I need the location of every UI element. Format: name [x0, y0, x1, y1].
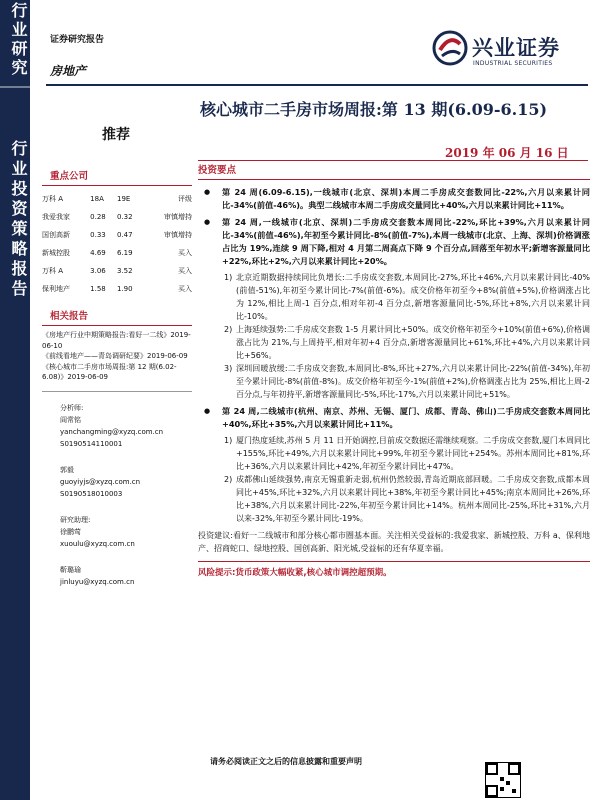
- eps-value: 0.33: [90, 231, 106, 239]
- company-row: [42, 280, 192, 298]
- related-item[interactable]: 《房地产行业中期策略报告:看好一二线》2019-06-10: [42, 331, 191, 350]
- related-heading: 相关报告: [50, 311, 89, 322]
- related-divider: [42, 325, 192, 326]
- company-rating: 评级: [178, 195, 192, 203]
- analyst-entry: [60, 564, 192, 588]
- company-rating: 审慎增持: [164, 213, 192, 221]
- company-name: 万科 A: [42, 195, 64, 203]
- company-rating: 买入: [178, 285, 192, 293]
- company-name: 保利地产: [42, 285, 70, 293]
- points-divider: [198, 179, 590, 180]
- bullet-point: ● 第 24 周(6.09-6.15),一线城市(北京、深圳)本周二手房成交套数同比-22%,六月以来累计同比-34%(前值-46%)。典型二线城市本周二手房成交量同比+40%,六月以来累计同比+11%。: [198, 186, 590, 212]
- report-title: 核心城市二手房市场周报:第 13 期(6.09-6.15): [200, 100, 548, 119]
- bullet-point: ● 第 24 周,二线城市(杭州、南京、苏州、无锡、厦门、成都、青岛、佛山)二手房成交套数本周同比+40%,环比+35%,六月以来累计同比+11%。: [198, 405, 590, 431]
- related-item[interactable]: 《前线看地产——青岛调研纪要》2019-06-09: [42, 352, 188, 360]
- analyst-role: 研究助理:: [60, 515, 91, 524]
- sidebar-top-label: 行业研究: [9, 2, 28, 78]
- analyst-email[interactable]: jinluyu@xyzq.com.cn: [60, 577, 135, 586]
- company-rating: 买入: [178, 267, 192, 275]
- eps-value: 1.58: [90, 285, 106, 293]
- companies-divider: [42, 185, 192, 186]
- analyst-entry: [60, 514, 192, 550]
- points-heading: 投资要点: [198, 165, 237, 176]
- risk-warning: 风险提示:货币政策大幅收紧,核心城市调控超预期。: [198, 568, 392, 578]
- company-row: [42, 244, 192, 262]
- company-logo: [432, 30, 582, 74]
- analyst-entry: [60, 464, 192, 500]
- company-row: [42, 226, 192, 244]
- eps-value: 18A: [90, 195, 104, 203]
- sub-point: 2) 成都佛山延续强势,南京无锡重新走弱,杭州仍然较弱,青岛近期底部回暖。二手房成交套数,成都本周同比+45%,环比+32%,六月以来累计同比+38%,年初至今累计同比+45%;南京本周同比+26%,环比+38%,六月以来累计同比-22%,年初至今累计同比+14%。杭州本周同比-25%,环比+31%,六月以来-32%,年初至今累计同比-19%。: [224, 475, 590, 523]
- analyst-cert: S0190518010003: [60, 489, 123, 498]
- rating-label: 推荐: [102, 127, 130, 143]
- eps-value: 0.47: [116, 231, 133, 239]
- analyst-cert: S0190514110001: [60, 439, 123, 448]
- company-row: [42, 208, 192, 226]
- eps-value: 3.06: [90, 267, 106, 275]
- analyst-name: 徐鹏莺: [60, 527, 81, 536]
- analyst-email[interactable]: xuoulu@xyzq.com.cn: [60, 539, 135, 548]
- analyst-role: 分析师:: [60, 403, 84, 412]
- analysts-block: [42, 391, 192, 588]
- left-column: [42, 168, 192, 602]
- sub-point: 3) 深圳回暖放缓:二手房成交套数,本周同比-8%,环比+27%,六月以来累计同比-22%(前值-34%),年初至今累计同比-8%(前值-8%)。成交价格年初至今-1%(前值+2%),价格调涨占比为 25%,相比上周-2 百分点,与年初持平,新增客源量同比-5%,环比-17%,六月以来累计同比+51%。: [224, 364, 590, 399]
- analyst-email[interactable]: guoyiyjs@xyzq.com.cn: [60, 477, 141, 486]
- eps-value: 0.32: [116, 213, 133, 221]
- company-name: 新城控股: [42, 249, 70, 257]
- report-type: 证券研究报告: [50, 35, 105, 45]
- company-rating: 审慎增持: [164, 231, 192, 239]
- company-rating: 买入: [178, 249, 192, 257]
- eps-value: 3.52: [116, 267, 133, 275]
- logo-text-en: INDUSTRIAL SECURITIES: [473, 60, 553, 67]
- analyst-email[interactable]: yanchangming@xyzq.com.cn: [60, 427, 164, 436]
- companies-table: [42, 190, 192, 298]
- analyst-entry: [60, 402, 192, 450]
- related-item[interactable]: 《核心城市二手房市场周报:第 12 期(6.02-6.08)》2019-06-09: [42, 362, 177, 381]
- header-divider: [46, 84, 588, 86]
- bullet-point: ● 第 24 周,一线城市(北京、深圳)二手房成交套数本周同比-22%,环比+39%,六月以来累计同比-34%(前值-46%),年初至今累计同比-8%(前值-7%),本周一线城市(北京、上海、深圳)价格调涨占比为 19%,连续 9 周下降,相对 4 月第二周高点下降 9 个百分点,回落至年初水平;新增客源量同比+22%,环比+2%,六月以来累计同比+20%。: [198, 216, 590, 268]
- sidebar-divider: [0, 86, 30, 88]
- sidebar-mid-label: 行业投资策略报告: [9, 140, 28, 300]
- qr-code: [485, 762, 521, 798]
- company-name: 我爱我家: [42, 213, 70, 221]
- investment-advice: 投资建议:看好一二线城市和部分核心都市圈基本面。关注相关受益标的:我爱我家、新城控股、万科 a、保利地产、招商蛇口、绿地控股、国创高新、阳光城,受益标的还有华夏幸福。: [198, 531, 590, 553]
- company-name: 万科 A: [42, 267, 64, 275]
- related-list: [42, 330, 192, 383]
- eps-value: 6.19: [116, 249, 133, 257]
- analyst-name: 郭毅: [60, 465, 74, 474]
- analyst-name: 阎常铭: [60, 415, 81, 424]
- eps-value: 19E: [116, 195, 131, 203]
- analyst-name: 靳璐瑜: [60, 565, 81, 574]
- date-divider: [198, 160, 588, 161]
- eps-value: 0.28: [90, 213, 106, 221]
- eps-value: 4.69: [90, 249, 106, 257]
- eps-value: 1.90: [116, 285, 133, 293]
- sub-point: 1) 北京近期数据持续同比负增长:二手房成交套数,本周同比-27%,环比+46%,六月以来累计同比-40%(前值-51%),年初至今累计同比-7%(前值-6%)。成交价格年初至今+8%(前值+5%),价格调涨占比为 12%,相比上周-1 百分点,相对年初-4 百分点,新增客源量同比-5%,环比+8%,六月以来累计同比-10%。: [224, 273, 590, 321]
- industry-label: 房地产: [50, 64, 87, 78]
- footer-disclaimer: 请务必阅读正文之后的信息披露和重要声明: [210, 757, 362, 766]
- company-row: [42, 190, 192, 208]
- investment-points: [198, 162, 590, 578]
- companies-heading: 重点公司: [50, 171, 89, 182]
- logo-emblem-icon: [432, 30, 468, 66]
- logo-text-cn: 兴业证券: [472, 36, 560, 60]
- report-date: 2019 年 06 月 16 日: [445, 146, 569, 160]
- sidebar: [0, 0, 30, 800]
- company-name: 国创高新: [42, 231, 70, 239]
- risk-divider: [198, 561, 590, 562]
- company-row: [42, 262, 192, 280]
- sub-point: 2) 上海延续强势:二手房成交套数 1-5 月累计同比+50%。成交价格年初至今+10%(前值+6%),价格调涨占比为 21%,与上周持平,相对年初+4 百分点,新增客源量同比+61%,环比+4%,六月以来累计同比+56%。: [224, 325, 590, 360]
- sub-point: 1) 厦门热度延续,苏州 5 月 11 日开始调控,目前成交数据还需继续观察。二手房成交套数,厦门本周同比+155%,环比+49%,六月以来累计同比+99%,年初至今累计同比+254%。苏州本周同比+81%,环比+36%,六月以来累计同比+42%,年初至今累计同比+47%。: [224, 436, 590, 471]
